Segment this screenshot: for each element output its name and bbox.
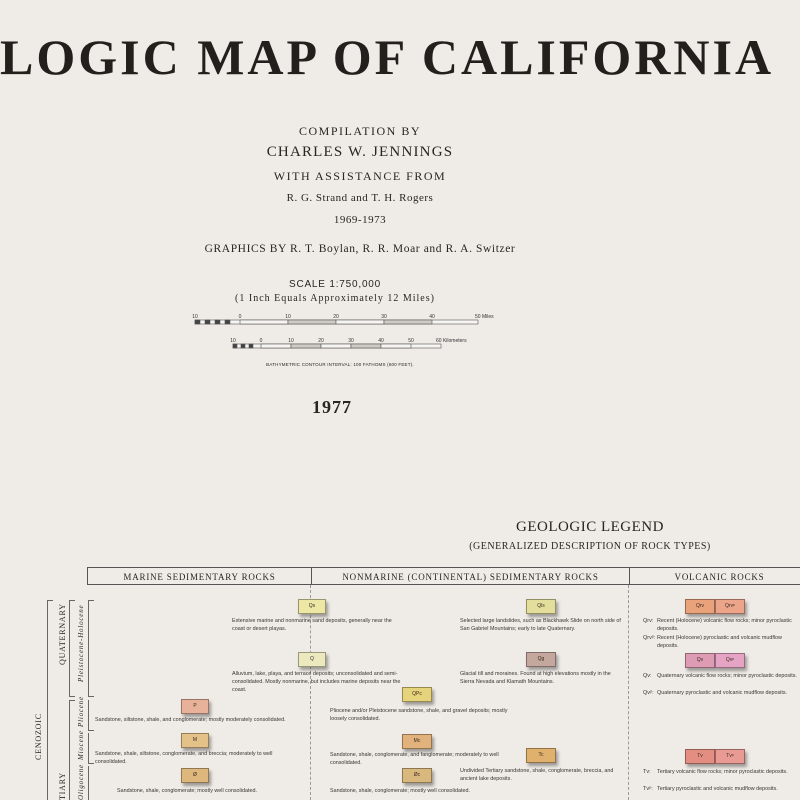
rock-unit-chip-p: P <box>181 699 209 714</box>
graphics-credit: GRAPHICS BY R. T. Boylan, R. R. Moar and R. A. Switzer <box>204 243 516 255</box>
epoch-bracket-tick <box>88 763 94 764</box>
epoch-label-pleistocene-holocene: Pleistocene-Holocene <box>77 604 85 682</box>
km-tick-label: 20 <box>318 338 324 344</box>
rock-unit-chip-qpc: QPc <box>402 687 432 702</box>
epoch-bracket <box>88 766 89 800</box>
legend-subtitle: (GENERALIZED DESCRIPTION OF ROCK TYPES) <box>469 541 711 552</box>
rock-unit-chip-qls: Qls <box>526 599 556 614</box>
compilation-years: 1969-1973 <box>333 214 387 226</box>
miles-tick-label: 20 <box>333 314 339 320</box>
epoch-bracket <box>88 733 89 763</box>
rock-unit-code-tv: Tv: <box>643 769 651 775</box>
rock-unit-chip-qv: Qv <box>685 653 715 668</box>
rock-unit-code-tv-pyroclastic: Tvᵖ: <box>643 786 653 792</box>
legend-title: GEOLOGIC LEGEND <box>516 519 664 535</box>
epoch-bracket-tick <box>88 696 94 697</box>
miles-tick-label: 30 <box>381 314 387 320</box>
period-bracket-tick <box>69 696 75 697</box>
era-bracket <box>47 600 48 800</box>
rock-unit-chip-mc: Mc <box>402 734 432 749</box>
rock-unit-code-qrv: Qrv: <box>643 618 654 624</box>
rock-unit-chip-qrv: Qrv <box>685 599 715 614</box>
epoch-label-oligocene: Oligocene <box>77 764 85 800</box>
scale-title: SCALE 1:750,000 <box>288 279 382 290</box>
rock-unit-chip-tv: Tv <box>685 749 715 764</box>
rock-unit-desc-tv: Tertiary volcanic flow rocks; minor pyroclastic deposits. <box>657 769 788 775</box>
rock-unit-desc-qg: Glacial till and moraines. Found at high elevations mostly in the Sierra Nevada and Klamath Mountains. <box>460 671 611 685</box>
rock-unit-chip-o: Ø <box>181 768 209 783</box>
rock-unit-desc-q: Alluvium, lake, playa, and terrace deposits; unconsolidated and semi-consolidated. Mostly nonmarine, but includes marine deposits near the coast. <box>232 671 401 693</box>
column-header-marine: MARINE SEDIMENTARY ROCKS <box>87 567 311 585</box>
period-label-tertiary: TIARY <box>58 772 67 800</box>
miles-tick-label: 50 Miles <box>475 314 494 320</box>
miles-tick-label: 0 <box>238 314 242 320</box>
column-header-volcanic: VOLCANIC ROCKS <box>629 567 800 585</box>
era-label-cenozoic: CENOZOIC <box>34 713 43 760</box>
rock-unit-code-qv: Qv: <box>643 673 652 679</box>
period-bracket <box>69 700 70 800</box>
rock-unit-code-qrv-pyroclastic: Qrvᵖ: <box>643 635 656 641</box>
period-bracket-tick <box>69 600 75 601</box>
column-header-nonmarine: NONMARINE (CONTINENTAL) SEDIMENTARY ROCKS <box>311 567 629 585</box>
km-tick-label: 10 <box>230 338 236 344</box>
bathymetric-note: BATHYMETRIC CONTOUR INTERVAL: 100 FATHOMS (600 FEET). <box>266 362 414 367</box>
miles-tick-label: 10 <box>285 314 291 320</box>
rock-unit-desc-qrv: Recent (Holocene) volcanic flow rocks; minor pyroclastic deposits. <box>657 618 792 632</box>
km-tick-label: 40 <box>378 338 384 344</box>
epoch-bracket-tick <box>88 730 94 731</box>
scale-bars <box>185 308 515 358</box>
km-tick-label: 30 <box>348 338 354 344</box>
rock-unit-chip-tv-pyroclastic: Tvᵖ <box>715 749 745 764</box>
rock-unit-chip-q: Q <box>298 652 326 667</box>
epoch-bracket <box>88 600 89 696</box>
km-tick-label: 0 <box>259 338 263 344</box>
epoch-label-miocene: Miocene <box>77 730 85 760</box>
era-bracket-tick <box>47 600 53 601</box>
rock-unit-chip-oc: Øc <box>402 768 432 783</box>
assistant-names: R. G. Strand and T. H. Rogers <box>286 192 434 204</box>
period-label-quaternary: QUATERNARY <box>58 603 67 665</box>
km-tick-label: 10 <box>288 338 294 344</box>
scale-equivalent: (1 Inch Equals Approximately 12 Miles) <box>235 293 435 304</box>
rock-unit-desc-qpc: Pliocene and/or Pleistocene sandstone, shale, and gravel deposits; mostly loosely consolidated. <box>330 708 508 722</box>
publication-year: 1977 <box>312 397 352 417</box>
rock-unit-desc-tv-pyroclastic: Tertiary pyroclastic and volcanic mudflow deposits. <box>657 786 778 792</box>
rock-unit-desc-qs: Extensive marine and nonmarine sand deposits, generally near the coast or desert playas. <box>232 618 392 632</box>
rock-unit-desc-qv: Quaternary volcanic flow rocks; minor pyroclastic deposits. <box>657 673 797 679</box>
epoch-bracket <box>88 700 89 730</box>
credits-block <box>150 116 570 227</box>
compiler-name: CHARLES W. JENNINGS <box>266 144 454 160</box>
rock-unit-chip-qrv-pyroclastic: Qrvᵖ <box>715 599 745 614</box>
assistance-label: WITH ASSISTANCE FROM <box>273 169 447 183</box>
miles-tick-label: 10 <box>192 314 198 320</box>
period-bracket-tick <box>69 700 75 701</box>
miles-tick-label: 40 <box>429 314 435 320</box>
map-title: LOGIC MAP OF CALIFORNIA <box>0 29 775 85</box>
rock-unit-code-qv-pyroclastic: Qvᵖ: <box>643 690 654 696</box>
epoch-label-pliocene: Pliocene <box>77 696 85 727</box>
rock-unit-desc-qv-pyroclastic: Quaternary pyroclastic and volcanic mudflow deposits. <box>657 690 788 696</box>
compilation-label: COMPILATION BY <box>298 124 421 138</box>
rock-unit-desc-m: Sandstone, shale, siltstone, conglomerate, and breccia; moderately to well consolidated. <box>95 751 273 765</box>
rock-unit-desc-o: Sandstone, shale, conglomerate; mostly well consolidated. <box>117 788 257 794</box>
rock-unit-desc-qrv-pyroclastic: Recent (Holocene) pyroclastic and volcanic mudflow deposits. <box>657 635 782 649</box>
rock-unit-desc-qls: Selected large landslides, such as Blackhawk Slide on north side of San Gabriel Mountains; early to late Quaternary. <box>460 618 621 632</box>
rock-unit-chip-qv-pyroclastic: Qvᵖ <box>715 653 745 668</box>
rock-unit-desc-p: Sandstone, siltstone, shale, and conglomerate; mostly moderately consolidated. <box>95 717 286 723</box>
km-tick-label: 60 Kilometers <box>436 338 467 344</box>
epoch-bracket-tick <box>88 600 94 601</box>
rock-unit-chip-qs: Qs <box>298 599 326 614</box>
rock-unit-desc-mc: Sandstone, shale, conglomerate, and fanglomerate; moderately to well consolidated. <box>330 752 499 766</box>
column-divider <box>628 585 629 800</box>
rock-unit-chip-qg: Qg <box>526 652 556 667</box>
rock-unit-chip-tc: Tc <box>526 748 556 763</box>
rock-unit-chip-m: M <box>181 733 209 748</box>
km-tick-label: 50 <box>408 338 414 344</box>
period-bracket <box>69 600 70 696</box>
rock-unit-desc-tc: Undivided Tertiary sandstone, shale, conglomerate, breccia, and ancient lake deposits. <box>460 768 614 782</box>
rock-unit-desc-oc: Sandstone, shale, conglomerate; mostly well consolidated. <box>330 788 470 794</box>
